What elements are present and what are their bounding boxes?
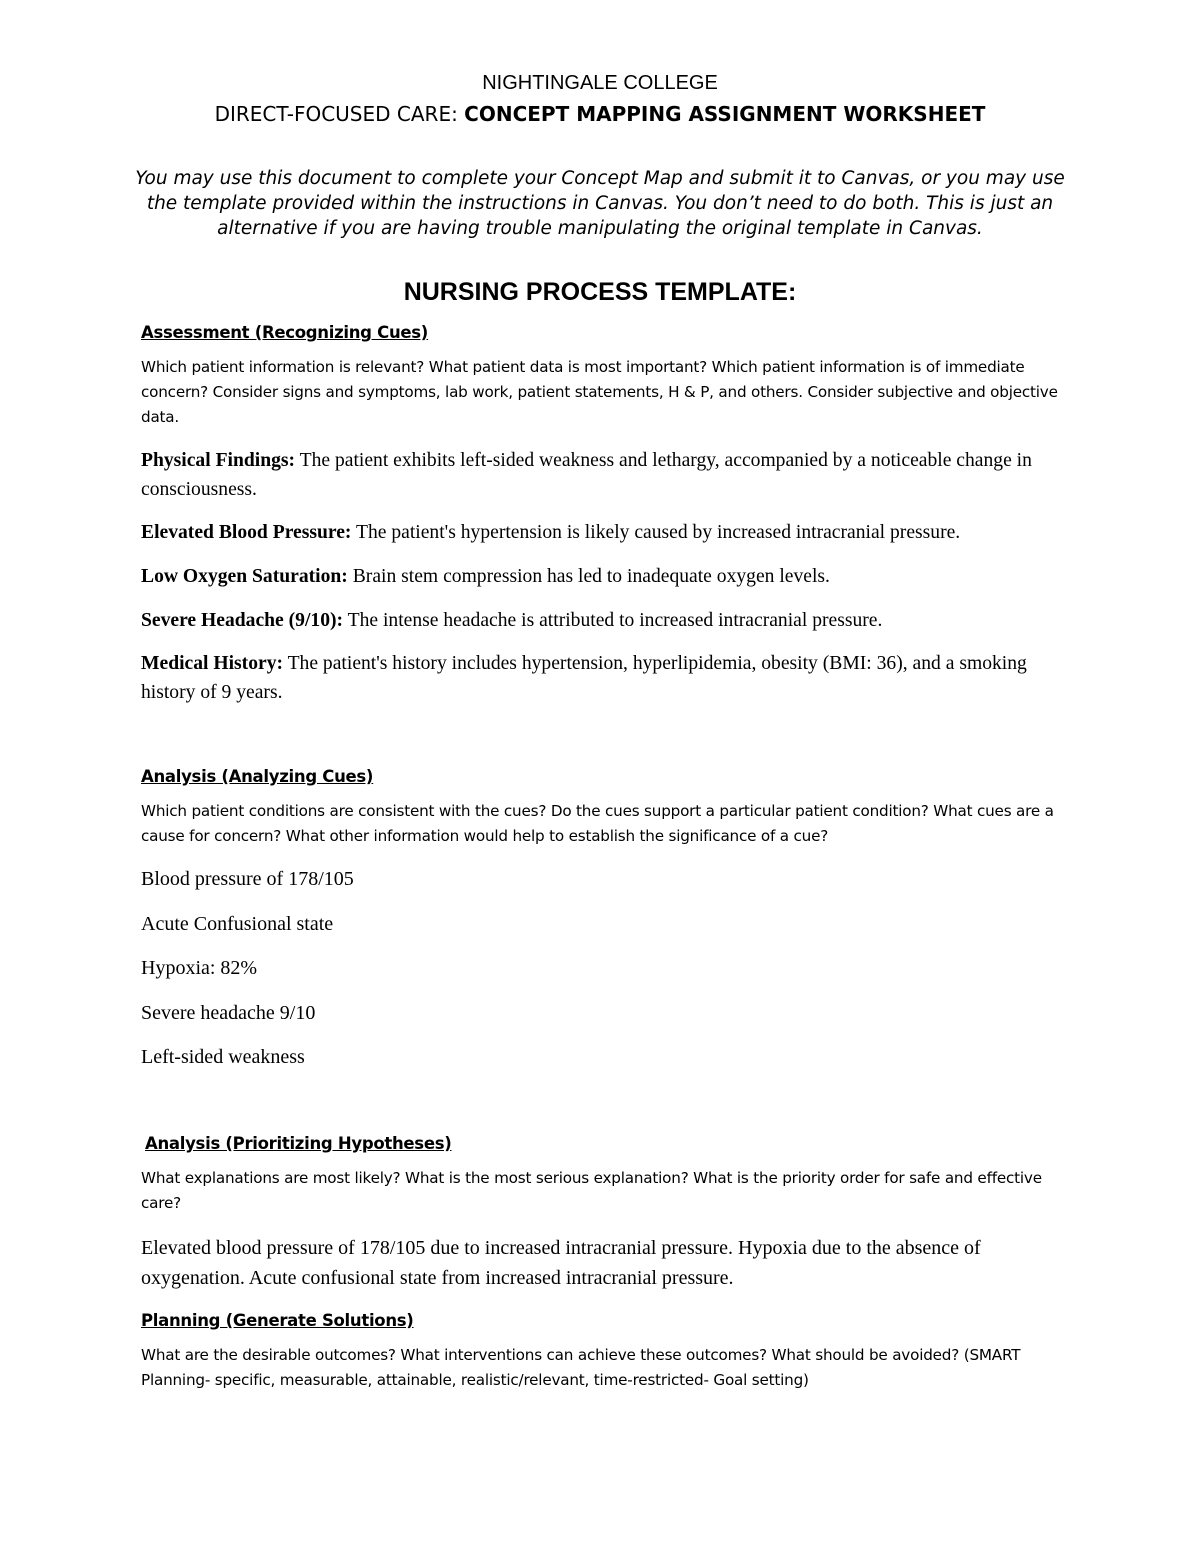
cue-item: Acute Confusional state <box>141 913 334 935</box>
template-title: NURSING PROCESS TEMPLATE: <box>403 278 797 306</box>
assessment-heading: Assessment (Recognizing Cues) <box>141 323 429 342</box>
subtitle-prefix: DIRECT-FOCUSED CARE: <box>214 102 465 126</box>
cue-item: Left-sided weakness <box>141 1046 305 1068</box>
finding-text: The patient's hypertension is likely caused by increased intracranial pressure. <box>351 522 961 543</box>
cue-item: Severe headache 9/10 <box>141 1002 316 1024</box>
finding-label: Medical History: <box>141 653 284 674</box>
subtitle-strong: CONCEPT MAPPING ASSIGNMENT WORKSHEET <box>464 102 986 126</box>
analysis-hypotheses-heading: Analysis (Prioritizing Hypotheses) <box>145 1134 452 1153</box>
cue-item: Blood pressure of 178/105 <box>141 868 354 890</box>
finding-label: Physical Findings: <box>141 450 296 471</box>
finding-text: The intense headache is attributed to increased intracranial pressure. <box>343 610 883 631</box>
finding-headache <box>141 606 1061 635</box>
planning-heading: Planning (Generate Solutions) <box>141 1311 414 1330</box>
cue-item: Hypoxia: 82% <box>141 957 258 979</box>
finding-physical <box>141 446 1061 504</box>
finding-label: Severe Headache (9/10): <box>141 610 344 631</box>
finding-text: The patient's history includes hypertension, hyperlipidemia, obesity (BMI: 36), and a smoking history of 9 years. <box>141 653 1027 703</box>
intro-instructions: You may use this document to complete your Concept Map and submit it to Canvas, or you may use the template provided within the instructions in Canvas. You don’t need to do both. This is just an alternative if you are having trouble manipulating the original template in Canvas. <box>135 168 1065 239</box>
planning-prompt: What are the desirable outcomes? What interventions can achieve these outcomes? What should be avoided? (SMART Planning- specific, measurable, attainable, realistic/relevant, time-restricted- Goal setting) <box>141 1346 1021 1389</box>
analysis-cues-heading: Analysis (Analyzing Cues) <box>141 767 374 786</box>
hypotheses-answer: Elevated blood pressure of 178/105 due to increased intracranial pressure. Hypoxia due to the absence of oxygenation. Acute confusional state from increased intracranial pressure. <box>141 1237 981 1289</box>
finding-text: The patient exhibits left-sided weakness and lethargy, accompanied by a noticeable change in consciousness. <box>141 450 1032 500</box>
finding-text: Brain stem compression has led to inadequate oxygen levels. <box>347 566 830 587</box>
worksheet-subtitle <box>0 102 1200 126</box>
finding-label: Low Oxygen Saturation: <box>141 566 348 587</box>
finding-oxygen <box>141 562 1061 591</box>
finding-medical-history <box>141 649 1061 707</box>
finding-blood-pressure <box>141 518 1061 547</box>
finding-label: Elevated Blood Pressure: <box>141 522 352 543</box>
college-name: NIGHTINGALE COLLEGE <box>482 72 718 94</box>
assessment-prompt: Which patient information is relevant? What patient data is most important? Which patient information is of immediate concern? Consider signs and symptoms, lab work, patient statements, H & P, and others. Consider subjective and objective data. <box>141 358 1058 426</box>
analysis-hypotheses-prompt: What explanations are most likely? What is the most serious explanation? What is the priority order for safe and effective care? <box>141 1169 1042 1212</box>
analysis-cues-prompt: Which patient conditions are consistent with the cues? Do the cues support a particular patient condition? What cues are a cause for concern? What other information would help to establish the significance of a cue? <box>141 802 1054 845</box>
